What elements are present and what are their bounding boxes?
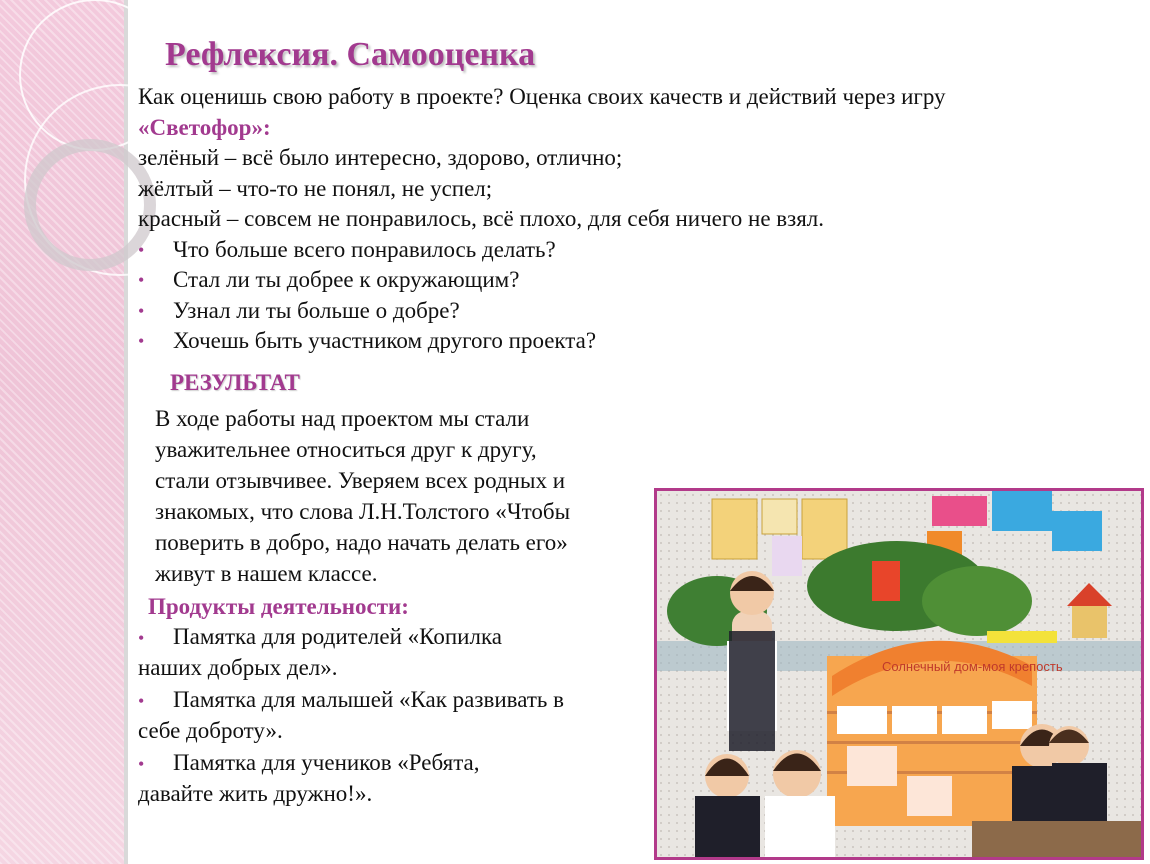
result-line: живут в нашем классе. <box>155 561 378 586</box>
question-list <box>138 235 1068 357</box>
list-item <box>138 622 628 683</box>
result-heading: РЕЗУЛЬТАТ <box>170 370 300 395</box>
result-paragraph <box>155 403 635 589</box>
product-line: наших добрых дел». <box>138 655 338 680</box>
product-line: Памятка для малышей «Как развивать в <box>173 687 564 712</box>
classroom-photo <box>654 488 1144 860</box>
result-line: В ходе работы над проектом мы стали <box>155 406 530 431</box>
bullet-icon: • <box>138 691 145 711</box>
list-item: • Хочешь быть участником другого проекта? <box>138 326 1068 357</box>
intro-question: Как оценишь свою работу в проекте? Оценка своих качеств и действий через игру <box>138 84 946 109</box>
bullet-icon: • <box>138 754 145 774</box>
slide-title: Рефлексия. Самооценка <box>165 36 536 73</box>
green-rule: зелёный – всё было интересно, здорово, отлично; <box>138 145 623 170</box>
poster-text: Солнечный дом-моя крепость <box>882 659 1063 674</box>
list-item <box>138 685 628 746</box>
red-rule: красный – совсем не понравилось, всё плохо, для себя ничего не взял. <box>138 206 825 231</box>
result-line: поверить в добро, надо начать делать его» <box>155 530 568 555</box>
result-line: стали отзывчивее. Уверяем всех родных и <box>155 468 566 493</box>
yellow-rule: жёлтый – что-то не понял, не успел; <box>138 175 493 201</box>
classroom-photo-illustration <box>657 491 1141 857</box>
list-item <box>138 748 628 809</box>
list-item: • Узнал ли ты больше о добре? <box>138 296 1068 327</box>
list-item: • Стал ли ты добрее к окружающим? <box>138 265 1068 296</box>
bullet-icon: • <box>138 628 145 648</box>
result-line: знакомых, что слова Л.Н.Толстого «Чтобы <box>155 499 571 524</box>
product-line: давайте жить дружно!». <box>138 781 373 806</box>
result-line: уважительнее относиться друг к другу, <box>155 437 537 462</box>
product-line: Памятка для родителей «Копилка <box>173 624 502 649</box>
products-heading: Продукты деятельности: <box>148 594 409 619</box>
intro-block <box>138 82 1068 357</box>
product-line: себе доброту». <box>138 718 283 743</box>
list-item: • Что больше всего понравилось делать? <box>138 235 1068 266</box>
game-name: «Светофор»: <box>138 114 271 140</box>
products-list <box>138 622 628 811</box>
product-line: Памятка для учеников «Ребята, <box>173 750 480 775</box>
